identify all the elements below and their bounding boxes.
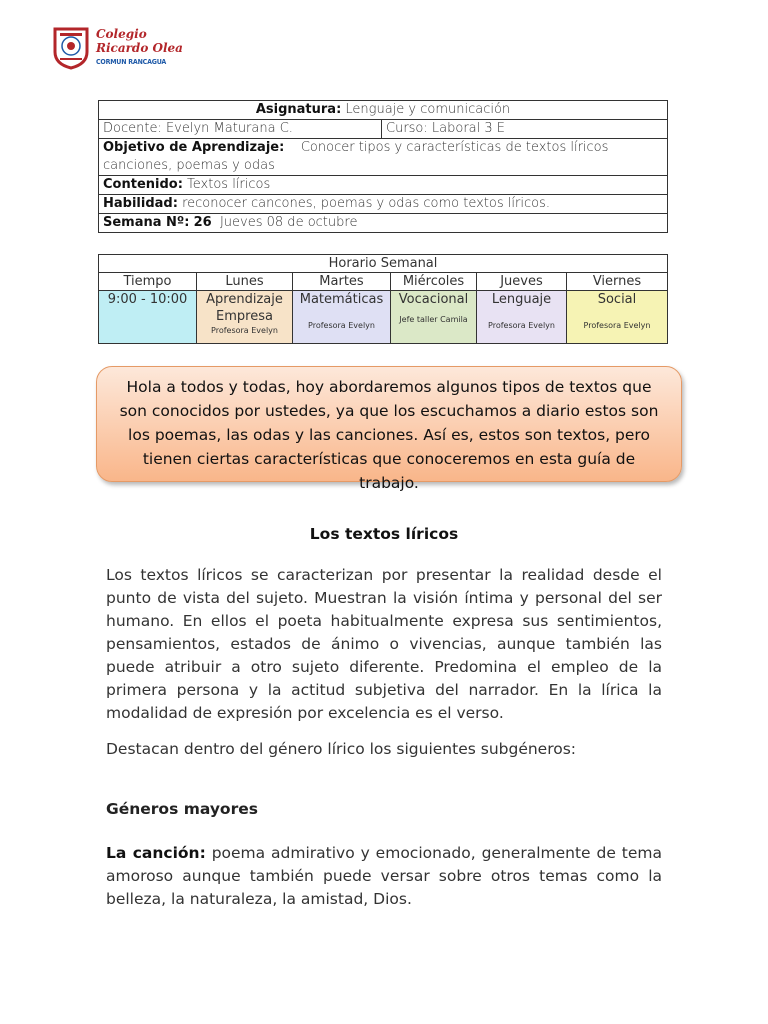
asignatura-cell: [99, 101, 668, 120]
schedule-header: Lunes: [197, 273, 293, 291]
paragraph-2: Destacan dentro del género lírico los siguientes subgéneros:: [106, 740, 577, 758]
contenido-cell: [99, 176, 668, 195]
school-logo: [52, 26, 183, 70]
schedule-cell-miercoles: [391, 291, 477, 344]
curso-cell: Curso: Laboral 3 E: [382, 120, 668, 139]
schedule-cell-lunes: [197, 291, 293, 344]
schedule-title: Horario Semanal: [99, 255, 668, 273]
schedule-row: [99, 291, 668, 344]
logo-line-3: CORMUN RANCAGUA: [96, 58, 167, 66]
schedule-cell-jueves: [477, 291, 567, 344]
schedule-header: Martes: [293, 273, 391, 291]
objetivo-cell: [99, 139, 668, 176]
teacher-name: Profesora Evelyn: [308, 321, 375, 330]
logo-line-1: Colegio: [96, 27, 147, 41]
subject-name: Social: [597, 292, 637, 307]
schedule-cell-martes: [293, 291, 391, 344]
section-title: Los textos líricos: [309, 525, 459, 543]
teacher-name: Profesora Evelyn: [583, 321, 651, 330]
cancion-paragraph: [106, 842, 662, 911]
cancion-text: poema admirativo y emocionado, generalmente de tema amoroso aunque también puede versar sobre otros temas como la belleza, la naturaleza, la amistad, Dios.: [106, 844, 662, 908]
logo-line-2: Ricardo Olea: [96, 41, 183, 55]
subject-name: Lenguaje: [491, 292, 552, 307]
subheading: Géneros mayores: [106, 800, 258, 818]
teacher-name: Profesora Evelyn: [211, 326, 278, 335]
schedule-header: Miércoles: [391, 273, 477, 291]
schedule-header: Tiempo: [99, 273, 197, 291]
cancion-label: La canción:: [106, 844, 206, 862]
schedule-header: Jueves: [477, 273, 567, 291]
subject-name: Vocacional: [398, 292, 469, 307]
schedule-header: Viernes: [567, 273, 668, 291]
intro-callout: Hola a todos y todas, hoy abordaremos algunos tipos de textos que son conocidos por ustedes, ya que los escuchamos a diario estos son los poemas, las odas y las canciones. Así es, estos son textos, pero tienen ciertas características que conoceremos en esta guía de trabajo.: [96, 366, 682, 482]
semana-cell: [99, 214, 668, 233]
contenido-label: Contenido:: [103, 177, 183, 192]
info-table: [98, 100, 668, 233]
semana-label: Semana Nº:: [103, 215, 190, 230]
schedule-table: [98, 254, 668, 344]
objetivo-label: Objetivo de Aprendizaje:: [103, 140, 285, 155]
subject-name: Matemáticas: [299, 292, 384, 307]
asignatura-label: Asignatura:: [255, 102, 342, 117]
habilidad-value: reconocer cancones, poemas y odas como textos líricos.: [182, 196, 550, 211]
teacher-name: Profesora Evelyn: [488, 321, 555, 330]
objetivo-value: Conocer tipos y características de textos líricos canciones, poemas y odas: [103, 140, 609, 173]
subject-name: Aprendizaje Empresa: [206, 292, 283, 324]
asignatura-value: Lenguaje y comunicación: [345, 102, 511, 117]
semana-value: Jueves 08 de octubre: [219, 215, 358, 230]
schedule-cell-viernes: [567, 291, 668, 344]
docente-cell: Docente: Evelyn Maturana C.: [99, 120, 382, 139]
paragraph-1: Los textos líricos se caracterizan por presentar la realidad desde el punto de vista del sujeto. Muestran la visión íntima y personal del ser humano. En ellos el poeta habitualmente expresa sus sentimientos, pensamientos, estados de ánimo o vivencias, aunque también las puede atribuir a otro sujeto diferente. Predomina el empleo de la primera persona y la actitud subjetiva del narrador. En la lírica la modalidad de expresión por excelencia es el verso.: [106, 566, 662, 722]
schedule-header-row: [99, 273, 668, 291]
habilidad-label: Habilidad:: [103, 196, 178, 211]
semana-number: 26: [193, 215, 212, 230]
habilidad-cell: [99, 195, 668, 214]
school-seal-icon: [52, 26, 90, 70]
teacher-name: Jefe taller Camila: [399, 315, 468, 324]
contenido-value: Textos líricos: [187, 177, 271, 192]
schedule-time: 9:00 - 10:00: [99, 291, 197, 344]
